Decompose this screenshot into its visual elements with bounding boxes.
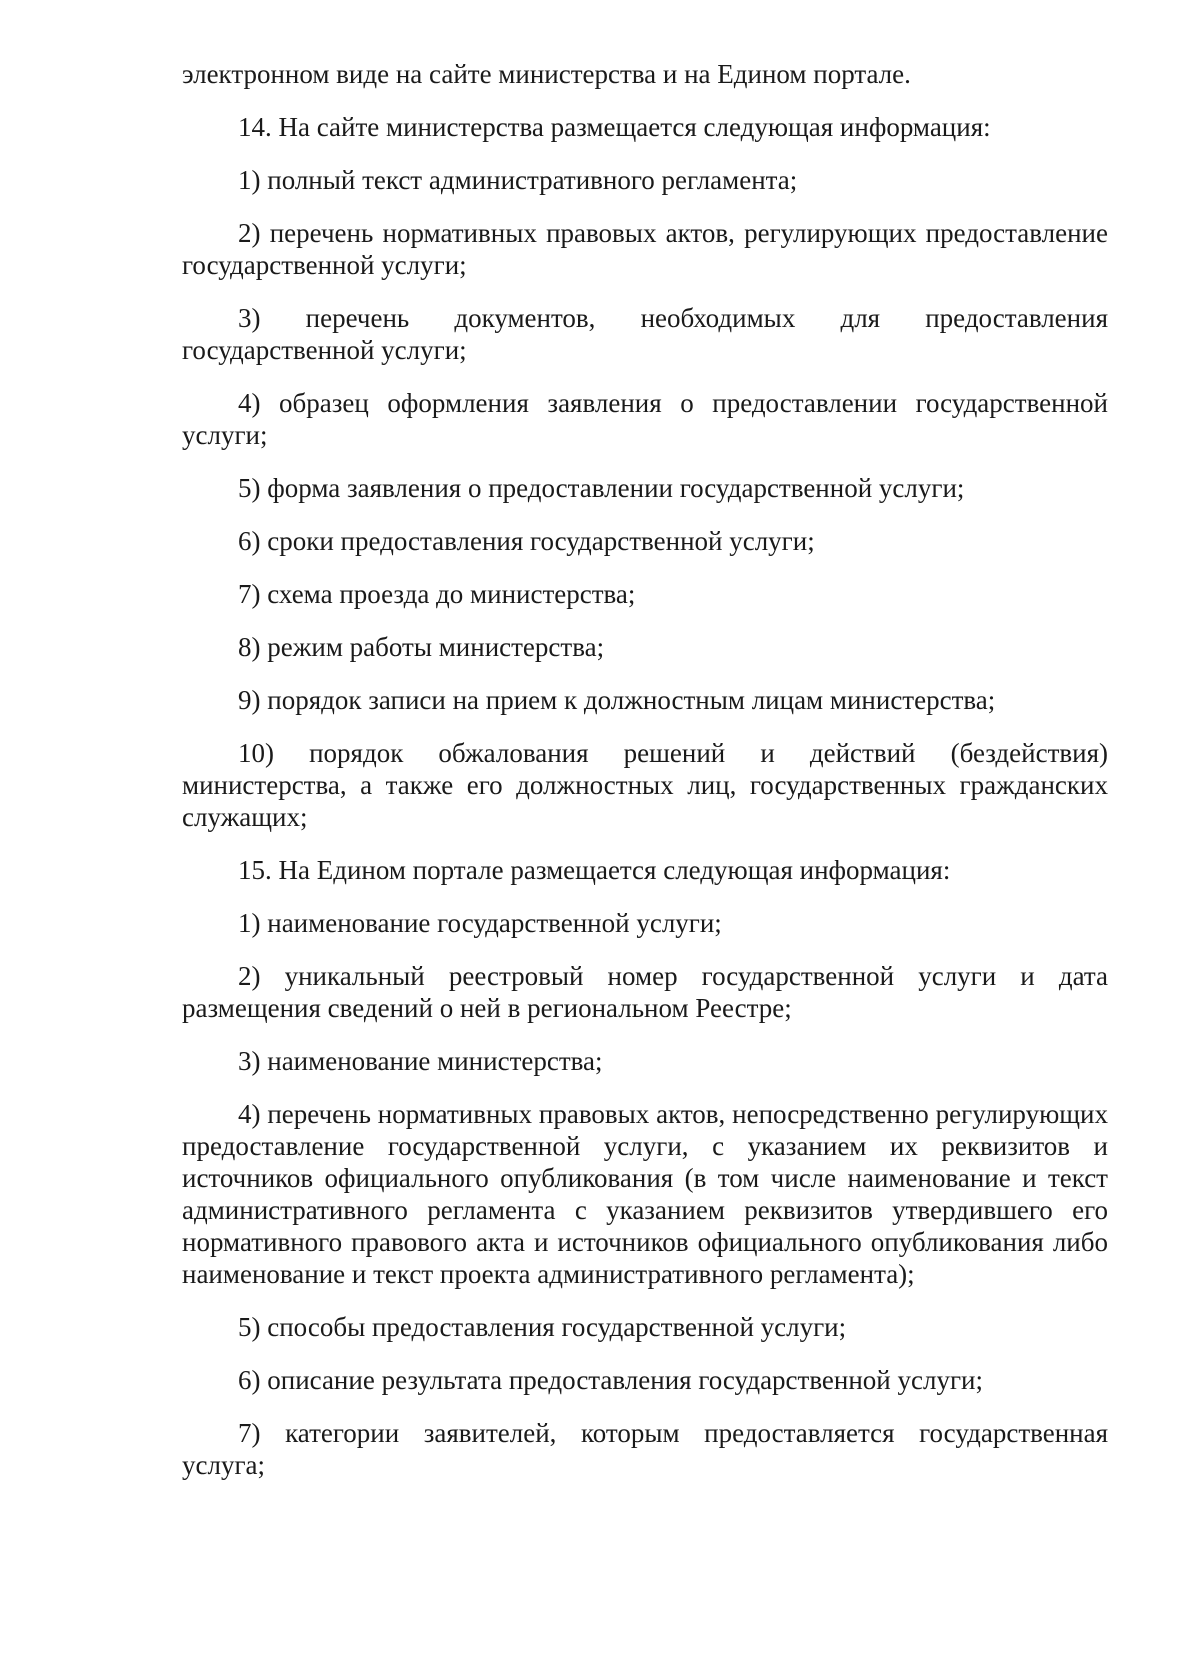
paragraph-continuation: электронном виде на сайте министерства и на Едином портале. [182,59,911,89]
paragraph-item-15-4: 4) перечень нормативных правовых актов, непосредственно регулирующих предоставление государственной услуги, с указанием их реквизитов и источников официального опубликования (в том числе наименование и текст административного регламента с указанием реквизитов утвердившего его нормативного правового акта и источников официального опубликования либо наименование и текст проекта административного регламента); [182,1099,1108,1289]
paragraph-item-15-3: 3) наименование министерства; [238,1046,603,1076]
paragraph-section-15: 15. На Едином портале размещается следующая информация: [238,855,951,885]
paragraph-item-14-1: 1) полный текст административного регламента; [238,165,798,195]
paragraph-item-14-7: 7) схема проезда до министерства; [238,579,636,609]
paragraph-item-14-10: 10) порядок обжалования решений и действий (бездействия) министерства, а также его должностных лиц, государственных гражданских служащих; [182,738,1108,832]
paragraph-item-15-5: 5) способы предоставления государственной услуги; [238,1312,847,1342]
paragraph-item-14-6: 6) сроки предоставления государственной услуги; [238,526,815,556]
paragraph-item-15-2: 2) уникальный реестровый номер государственной услуги и дата размещения сведений о ней в региональном Реестре; [182,961,1108,1023]
paragraph-item-14-3: 3) перечень документов, необходимых для предоставления государственной услуги; [182,303,1108,365]
paragraph-section-14: 14. На сайте министерства размещается следующая информация: [238,112,991,142]
paragraph-item-15-6: 6) описание результата предоставления государственной услуги; [238,1365,983,1395]
paragraph-item-14-5: 5) форма заявления о предоставлении государственной услуги; [238,473,965,503]
paragraph-item-15-7: 7) категории заявителей, которым предоставляется государственная услуга; [182,1418,1108,1480]
paragraph-item-14-9: 9) порядок записи на прием к должностным лицам министерства; [238,685,996,715]
paragraph-item-14-8: 8) режим работы министерства; [238,632,605,662]
document-body [182,58,1108,1502]
paragraph-item-14-2: 2) перечень нормативных правовых актов, регулирующих предоставление государственной услуги; [182,218,1108,280]
paragraph-item-14-4: 4) образец оформления заявления о предоставлении государственной услуги; [182,388,1108,450]
paragraph-item-15-1: 1) наименование государственной услуги; [238,908,722,938]
